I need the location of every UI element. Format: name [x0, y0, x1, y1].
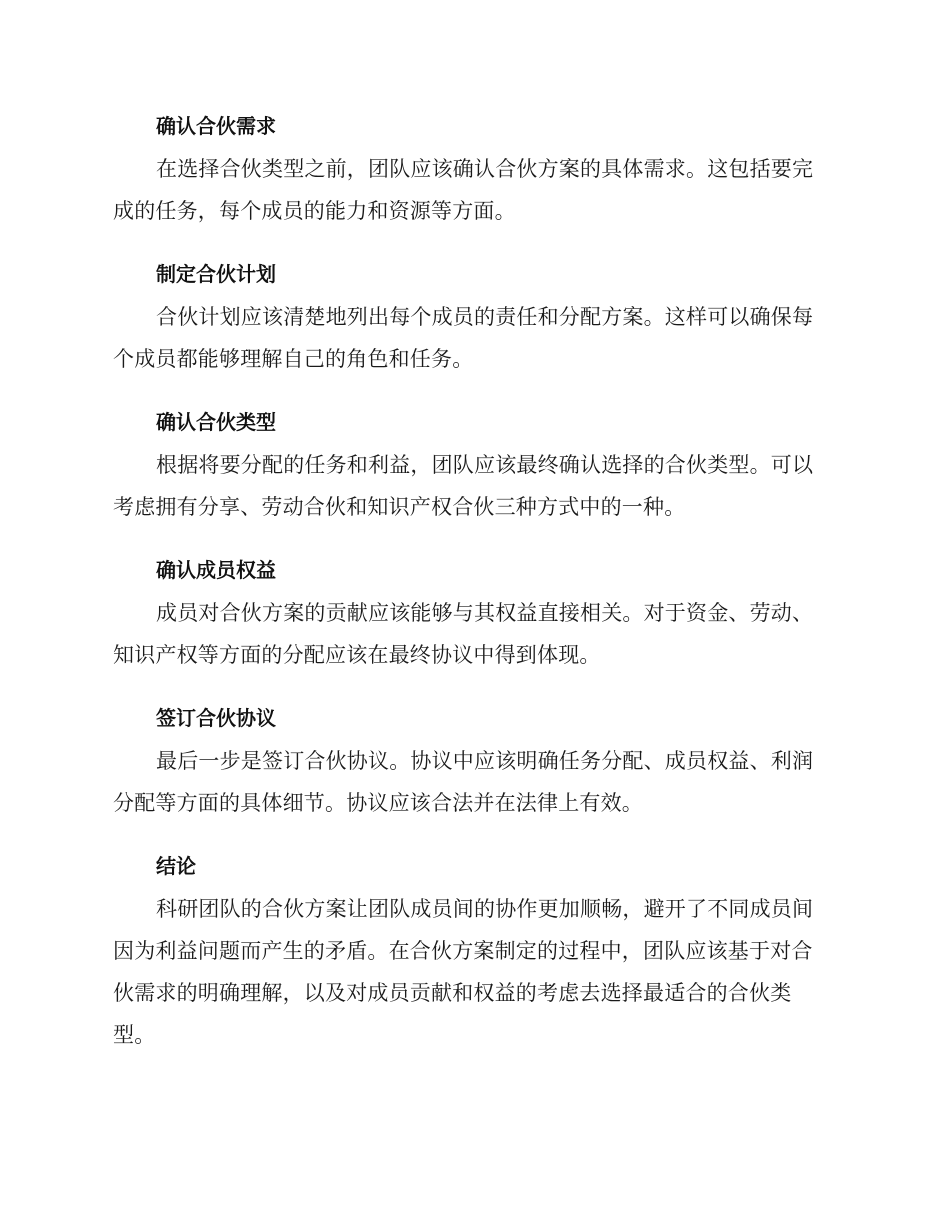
section-paragraph: 合伙计划应该清楚地列出每个成员的责任和分配方案。这样可以确保每个成员都能够理解自己的角色和任务。 [113, 305, 814, 371]
section-paragraph: 最后一步是签订合伙协议。协议中应该明确任务分配、成员权益、利润分配等方面的具体细节。协议应该合法并在法律上有效。 [113, 749, 814, 815]
section-member-rights [113, 548, 833, 676]
section-confirm-needs [113, 104, 833, 232]
section-paragraph: 成员对合伙方案的贡献应该能够与其权益直接相关。对于资金、劳动、知识产权等方面的分配应该在最终协议中得到体现。 [113, 601, 814, 667]
document-page [113, 104, 833, 1076]
section-paragraph: 科研团队的合伙方案让团队成员间的协作更加顺畅，避开了不同成员间因为利益问题而产生的矛盾。在合伙方案制定的过程中，团队应该基于对合伙需求的明确理解，以及对成员贡献和权益的考虑去选择最适合的合伙类型。 [113, 897, 814, 1047]
section-sign-agreement [113, 696, 833, 824]
section-heading: 签订合伙协议 [156, 706, 276, 730]
section-conclusion [113, 844, 833, 1056]
section-confirm-type [113, 400, 833, 528]
section-heading: 确认成员权益 [156, 558, 276, 582]
section-heading: 确认合伙需求 [156, 114, 276, 138]
section-paragraph: 在选择合伙类型之前，团队应该确认合伙方案的具体需求。这包括要完成的任务，每个成员的能力和资源等方面。 [113, 157, 814, 223]
section-heading: 制定合伙计划 [156, 262, 276, 286]
section-make-plan [113, 252, 833, 380]
section-heading: 确认合伙类型 [156, 410, 276, 434]
section-heading: 结论 [156, 854, 196, 878]
section-paragraph: 根据将要分配的任务和利益，团队应该最终确认选择的合伙类型。可以考虑拥有分享、劳动合伙和知识产权合伙三种方式中的一种。 [113, 453, 814, 519]
